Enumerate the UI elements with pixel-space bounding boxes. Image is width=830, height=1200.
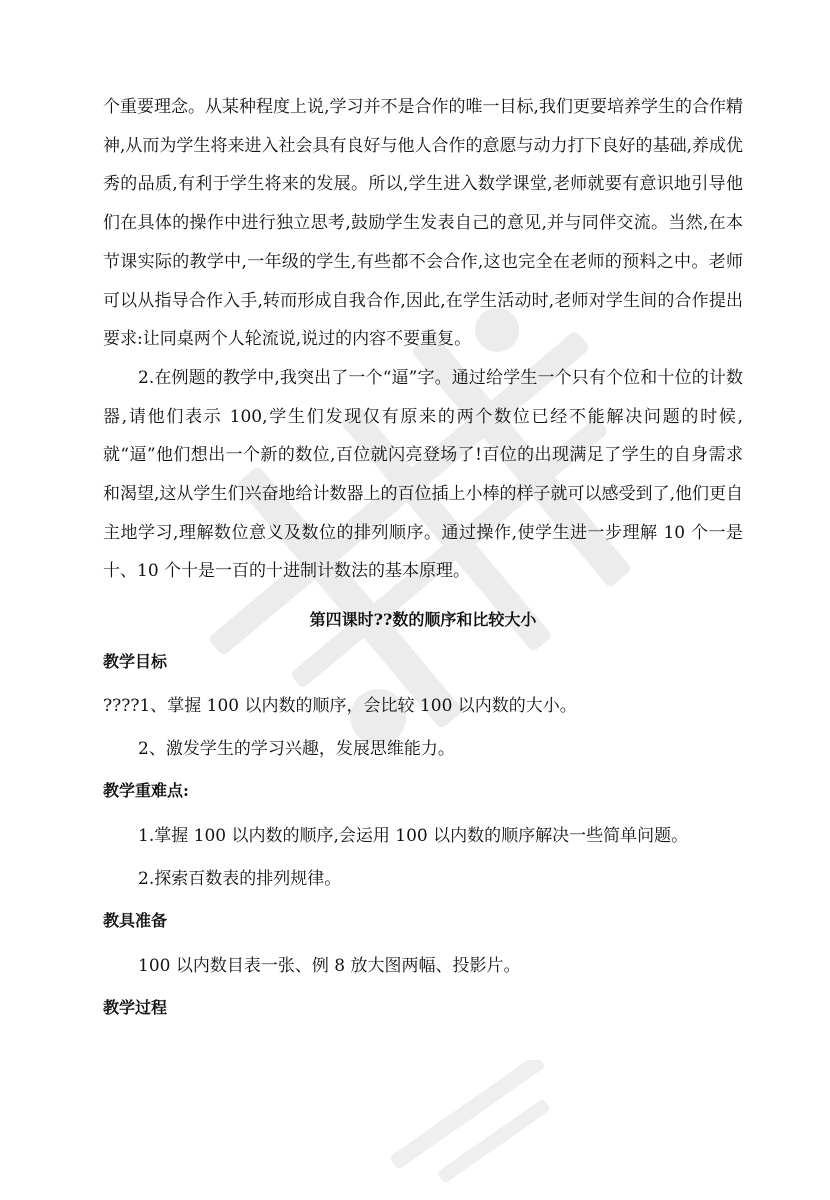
- body-paragraph-1: 个重要理念。从某种程度上说,学习并不是合作的唯一目标,我们更要培养学生的合作精神,从而为学生将来进入社会具有良好与他人合作的意愿与动力打下良好的基础,养成优秀的品质,有利于学生将来的发展。所以,学生进入数学课堂,老师就要有意识地引导他们在具体的操作中进行独立思考,鼓励学生发表自己的意见,并与同伴交流。当然,在本节课实际的教学中,一年级的学生,有些都不会合作,这也完全在老师的预料之中。老师可以从指导合作入手,转而形成自我合作,因此,在学生活动时,老师对学生间的合作提出要求:让同桌两个人轮流说,说过的内容不要重复。: [103, 97, 743, 350]
- tools-text: 100 以内数目表一张、例 8 放大图两幅、投影片。: [138, 956, 521, 977]
- process-heading: 教学过程: [103, 998, 168, 1018]
- tools-heading: 教具准备: [103, 911, 168, 931]
- keypoint-item-1: 1.掌握 100 以内数的顺序,会运用 100 以内数的顺序解决一些简单问题。: [138, 826, 689, 847]
- document-content: [103, 88, 743, 1019]
- goal-item-1: ????1、掌握 100 以内数的顺序，会比较 100 以内数的大小。: [103, 696, 577, 717]
- keypoints-heading: 教学重难点:: [103, 781, 189, 801]
- lesson-title: 第四课时??数的顺序和比较大小: [309, 610, 537, 630]
- goal-item-2: 2、激发学生的学习兴趣，发展思维能力。: [138, 739, 455, 760]
- goals-heading: 教学目标: [103, 652, 168, 672]
- watermark-fragment: [360, 1060, 600, 1200]
- keypoint-item-2: 2.探索百数表的排列规律。: [138, 869, 342, 890]
- body-paragraph-2: 2.在例题的教学中,我突出了一个“逼”字。通过给学生一个只有个位和十位的计数器,请他们表示 100,学生们发现仅有原来的两个数位已经不能解决问题的时候,就“逼”他们想出一个新的数位,百位就闪亮登场了!百位的出现满足了学生的自身需求和渴望,这从学生们兴奋地给计数器上的百位插上小棒的样子就可以感受到了,他们更自主地学习,理解数位意义及数位的排列顺序。通过操作,使学生进一步理解 10 个一是十、10 个十是一百的十进制计数法的基本原理。: [103, 367, 743, 582]
